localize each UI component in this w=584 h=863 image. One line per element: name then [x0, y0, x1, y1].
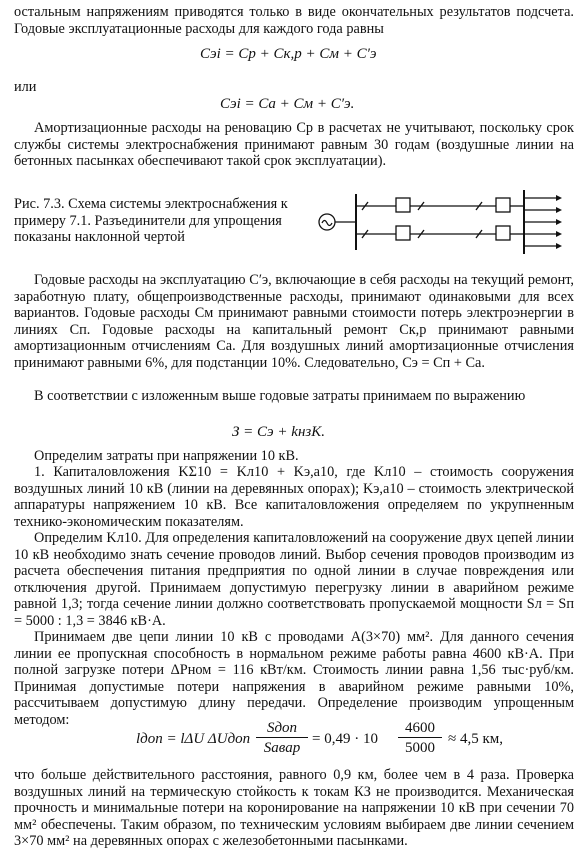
eq4-frac1-numerator: Sдоп [256, 720, 308, 738]
eq4-frac2-numerator: 4600 [398, 720, 442, 738]
eq4-frac2-denominator: 5000 [405, 740, 435, 756]
eq4-frac1-denominator: Sавар [263, 740, 301, 756]
paragraph-6: 1. Капиталовложения KΣ10 = Kл10 + Kэ,а10, где Kл10 – стоимость сооружения воздушных линий 10 кВ (линии на деревянных опорах); Kэ,а10 – стоимость электрической аппаратуры напряжением 10 кВ. Все капиталовложения определяем по укрупненным технико-экономическим показателям. [14, 464, 574, 530]
paragraph-5: Определим затраты при напряжении 10 кВ. [34, 448, 299, 464]
power-supply-scheme-figure [318, 186, 564, 258]
paragraph-3: Годовые расходы на эксплуатацию C′э, включающие в себя расходы на текущий ремонт, заработную плату, общепроизводственные расходы, принимают одинаковыми для всех вариантов. Годовые расходы Cм принимают равными стоимости потерь электроэнергии в линиях Cп. Годовые расходы на капитальный ремонт Cк,р принимают равными амортизационным отчислениям Cа. Для воздушных линий амортизационные отчисления принимают равными 6%, для подстанции 10%. Следовательно, Cэ = Cп + Cа. [14, 272, 574, 371]
figure-caption: Рис. 7.3. Схема системы электроснабжения к примеру 7.1. Разъединители для упрощения показаны наклонной чертой [14, 196, 288, 246]
equation-1: Cэi = Cр + Cк,р + Cм + C′э [200, 46, 377, 62]
paragraph-8: Принимаем две цепи линии 10 кВ с проводами А(3×70) мм². Для данного сечения линии ее пропускная способность в нормальном режиме работы равна 4600 кВ·А. При полной загрузке потери ΔPном = 116 кВт/км. Стоимость линии равна 1,56 тыс·руб/км. Принимая допустимые потери напряжения в аварийном режиме равными 10%, рассчитываем допустимую длину передачи. Определение производим упрощенным методом: [14, 629, 574, 728]
equation-2: Cэi = Cа + Cм + C′э. [220, 96, 355, 112]
word-or: или [14, 79, 37, 95]
eq4-rhs: ≈ 4,5 км, [448, 731, 504, 747]
paragraph-9: что больше действительного расстояния, равного 0,9 км, более чем в 4 раза. Проверка воздушных линий на термическую стойкость к токам КЗ не производится. Механическая прочность и минимальные потери на коронирование на напряжении 10 кВ при сечении 70 мм² обеспечены. Таким образом, по техническим условиям выбираем две линии сечением 3×70 мм² на деревянных опорах с железобетонными пасынками. [14, 767, 574, 850]
equation-3: З = Cэ + kнзK. [232, 424, 325, 440]
eq4-mid: = 0,49 · 10 [312, 731, 378, 747]
eq4-lhs: lдоп = lΔU ΔUдоп [136, 731, 251, 747]
paragraph-4: В соответствии с изложенным выше годовые затраты принимаем по выражению [34, 388, 526, 404]
paragraph-7: Определим Kл10. Для определения капиталовложений на сооружение двух цепей линии 10 кВ необходимо знать сечение проводов линий. Выбор сечения проводов производим из расчета обеспечения питания предприятия по одной линии в случае повреждения или отключения другой. Принимаем допустимую перегрузку линии в аварийном режиме равной 1,3; тогда сечение линии должно соответствовать пропускаемой мощности Sл = Sп = 5000 : 1,3 = 3846 кВ·А. [14, 530, 574, 629]
paragraph-1: остальным напряжениям приводятся только в виде окончательных результатов подсчета. Годовые эксплуатационные расходы для каждого года равны [14, 4, 574, 37]
paragraph-2: Амортизационные расходы на реновацию Cр в расчетах не учитывают, поскольку срок службы системы электроснабжения принимают равным 30 годам (воздушные линии на бетонных пасынках обеспечивают такой срок эксплуатации). [14, 120, 574, 170]
